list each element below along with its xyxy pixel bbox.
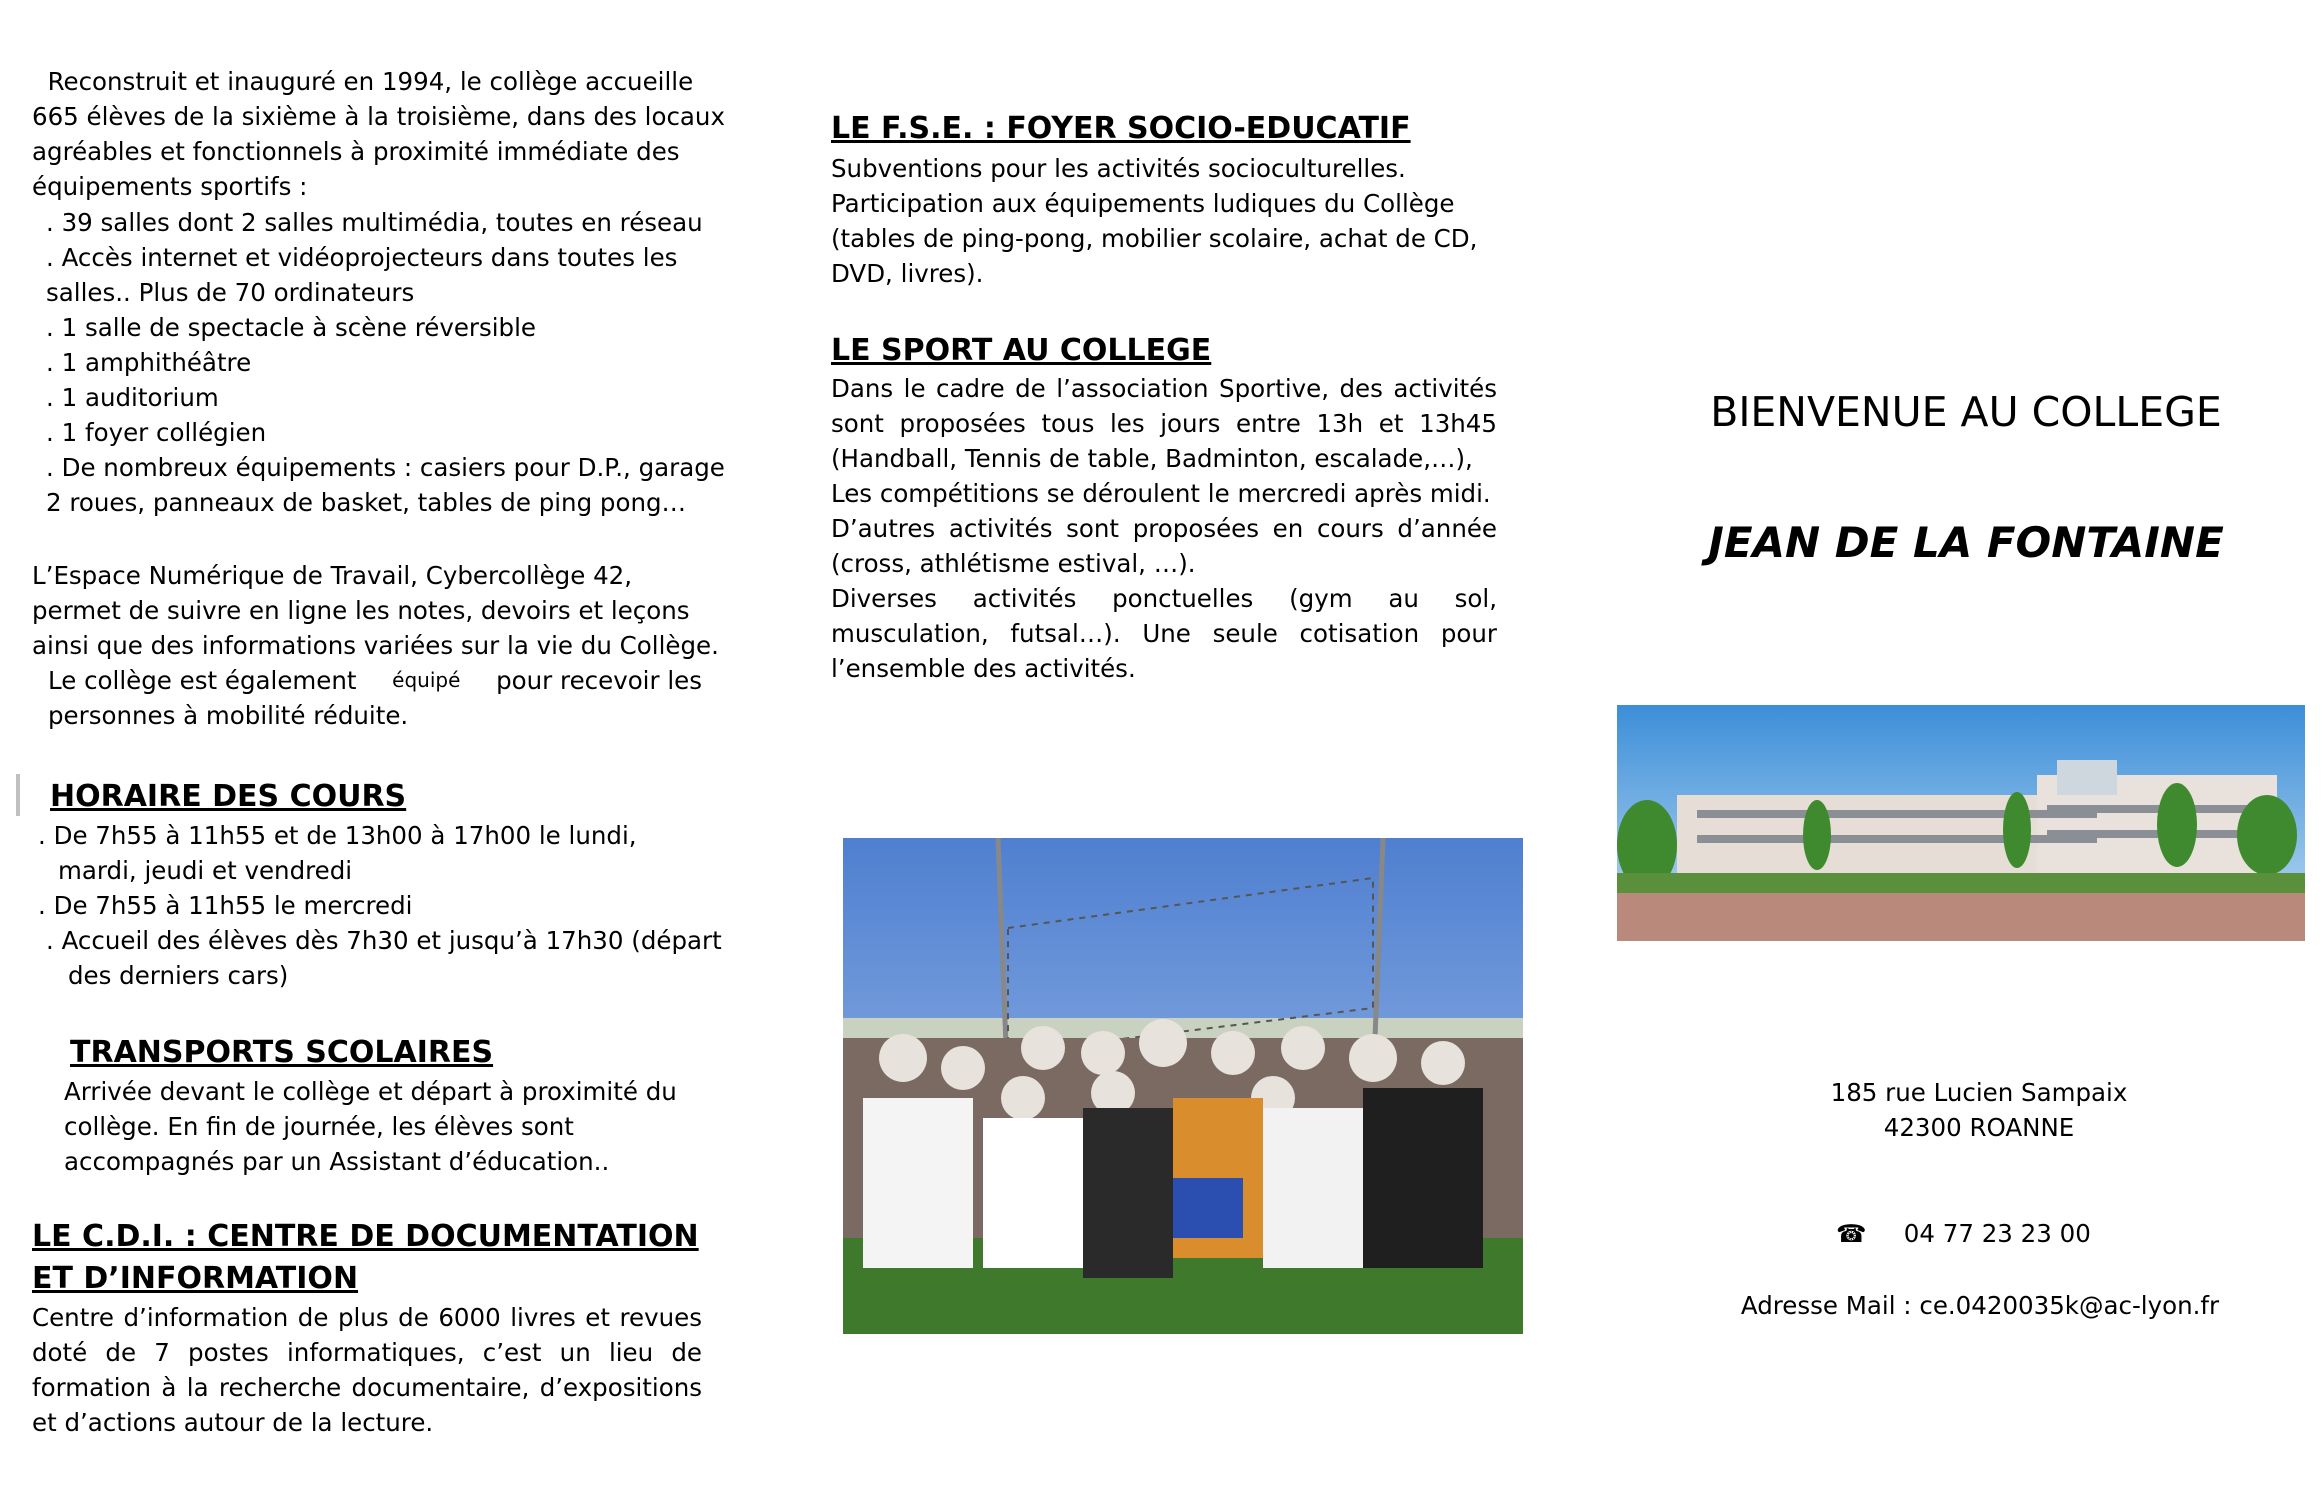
equipment-item: . 1 auditorium — [46, 383, 219, 412]
equipment-item: salles.. Plus de 70 ordinateurs — [46, 278, 415, 307]
cdi-title-line: ET D’INFORMATION — [32, 1261, 359, 1296]
horaire-line: mardi, jeudi et vendredi — [58, 856, 353, 885]
access-part-a: Le collège est également — [48, 666, 357, 695]
college-building-photo — [1617, 705, 2305, 941]
horaire-line: des derniers cars) — [68, 961, 289, 990]
cdi-text: Centre d’information de plus de 6000 livres et revues doté de 7 postes informatiques, c’est un lieu de formation à la recherche documentaire, d’expositions et d’actions autour de la lecture. — [32, 1303, 702, 1437]
accessibility-text — [48, 663, 702, 733]
equipment-item: . 39 salles dont 2 salles multimédia, toutes en réseau — [46, 208, 703, 237]
ent-line: L’Espace Numérique de Travail, Cybercollège 42, — [32, 561, 633, 590]
equipment-list — [46, 205, 725, 520]
horaire-line: . De 7h55 à 11h55 et de 13h00 à 17h00 le lundi, — [38, 821, 637, 850]
transport-line: Arrivée devant le collège et départ à proximité du — [64, 1077, 677, 1106]
fse-line: Subventions pour les activités socioculturelles. — [831, 154, 1406, 183]
equipment-item: 2 roues, panneaux de basket, tables de ping pong… — [46, 488, 687, 517]
cdi-title — [32, 1216, 699, 1300]
horaire-line: . Accueil des élèves dès 7h30 et jusqu’à 17h30 (départ — [46, 926, 722, 955]
transport-title: TRANSPORTS SCOLAIRES — [70, 1035, 494, 1070]
intro-line: Reconstruit et inauguré en 1994, le collège accueille — [32, 67, 694, 96]
fse-text — [831, 151, 1477, 291]
school-name: JEAN DE LA FONTAINE — [1708, 518, 2224, 567]
accessibility-line: personnes à mobilité réduite. — [48, 701, 409, 730]
sport-paragraph: Diverses activités ponctuelles (gym au sol, musculation, futsal…). Une seule cotisation pour l’ensemble des activités. — [831, 584, 1497, 683]
sport-paragraph: Dans le cadre de l’association Sportive, des activités sont proposées tous les jours entre 13h et 13h45 (Handball, Tennis de table, Badminton, escalade,…), — [831, 374, 1497, 473]
equipment-item: . Accès internet et vidéoprojecteurs dans toutes les — [46, 243, 678, 272]
sport-paragraph: D’autres activités sont proposées en cours d’année (cross, athlétisme estival, …). — [831, 514, 1497, 578]
phone-line — [1836, 1216, 2091, 1251]
cdi-title-line: LE C.D.I. : CENTRE DE DOCUMENTATION — [32, 1219, 699, 1254]
fse-line: Participation aux équipements ludiques du Collège — [831, 189, 1455, 218]
equipment-item: . De nombreux équipements : casiers pour D.P., garage — [46, 453, 725, 482]
fse-line: DVD, livres). — [831, 259, 984, 288]
accessibility-line — [48, 663, 702, 698]
intro-line: équipements sportifs : — [32, 172, 308, 201]
email-line[interactable]: Adresse Mail : ce.0420035k@ac-lyon.fr — [1740, 1291, 2220, 1320]
sport-title: LE SPORT AU COLLEGE — [831, 333, 1212, 368]
intro-text — [32, 64, 725, 204]
horaire-list — [38, 818, 722, 993]
equipment-item: . 1 salle de spectacle à scène réversible — [46, 313, 536, 342]
fse-line: (tables de ping-pong, mobilier scolaire, achat de CD, — [831, 224, 1478, 253]
welcome-title: BIENVENUE AU COLLEGE — [1710, 388, 2222, 436]
address-street: 185 rue Lucien Sampaix — [1830, 1078, 2128, 1107]
phone-number[interactable]: 04 77 23 23 00 — [1903, 1219, 2091, 1248]
horaire-line: . De 7h55 à 11h55 le mercredi — [38, 891, 413, 920]
equipment-item: . 1 foyer collégien — [46, 418, 267, 447]
fse-title: LE F.S.E. : FOYER SOCIO-EDUCATIF — [831, 111, 1411, 146]
ent-line: permet de suivre en ligne les notes, devoirs et leçons — [32, 596, 690, 625]
address — [1796, 1075, 2162, 1145]
transport-line: collège. En fin de journée, les élèves sont — [64, 1112, 574, 1141]
intro-line: agréables et fonctionnels à proximité immédiate des — [32, 137, 680, 166]
access-part-b: équipé — [392, 668, 461, 692]
equipment-item: . 1 amphithéâtre — [46, 348, 252, 377]
access-part-c: pour recevoir les — [496, 666, 702, 695]
ent-line: ainsi que des informations variées sur la vie du Collège. — [32, 631, 719, 660]
intro-line: 665 élèves de la sixième à la troisième, dans des locaux — [32, 102, 725, 131]
sport-text — [831, 371, 1497, 686]
telephone-icon: ☎ — [1836, 1219, 1867, 1248]
transport-line: accompagnés par un Assistant d’éducation.. — [64, 1147, 610, 1176]
address-city: 42300 ROANNE — [1883, 1113, 2075, 1142]
horaire-marker — [16, 774, 20, 816]
sport-group-photo — [843, 838, 1523, 1334]
sport-paragraph: Les compétitions se déroulent le mercredi après midi. — [831, 479, 1491, 508]
transport-text — [64, 1074, 677, 1179]
horaire-title: HORAIRE DES COURS — [50, 779, 407, 814]
ent-text — [32, 558, 719, 663]
